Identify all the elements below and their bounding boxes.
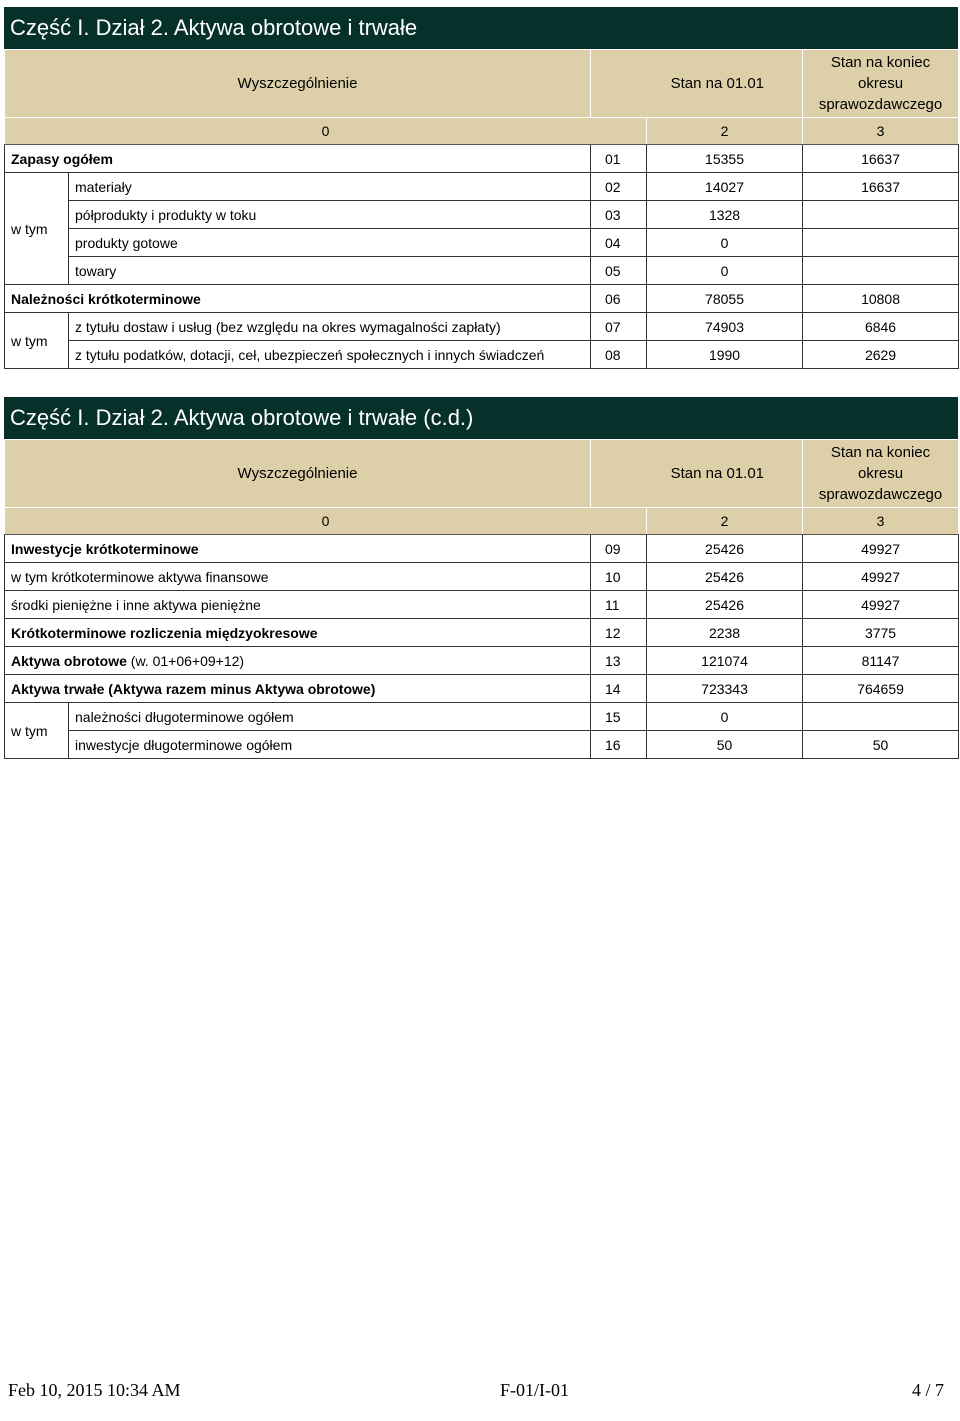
row-code: 01 (591, 145, 647, 173)
table-row (5, 563, 959, 591)
row-code: 10 (591, 563, 647, 591)
row-code: 14 (591, 675, 647, 703)
row-label: z tytułu dostaw i usług (bez względu na okres wymagalności zapłaty) (69, 313, 591, 341)
row-end-value: 3775 (803, 619, 959, 647)
row-label-bold: Aktywa obrotowe (11, 652, 127, 669)
section-title: Część I. Dział 2. Aktywa obrotowe i trwałe (c.d.) (4, 397, 958, 439)
row-end-value: 10808 (803, 285, 959, 313)
row-start-value: 25426 (647, 563, 803, 591)
row-label: towary (69, 257, 591, 285)
row-start-value: 121074 (647, 647, 803, 675)
row-label: z tytułu podatków, dotacji, ceł, ubezpieczeń społecznych i innych świadczeń (69, 341, 591, 369)
row-start-value: 25426 (647, 591, 803, 619)
table-row (5, 731, 959, 759)
row-code: 08 (591, 341, 647, 369)
row-code: 07 (591, 313, 647, 341)
column-number-0: 0 (5, 508, 647, 535)
row-label: należności długoterminowe ogółem (69, 703, 591, 731)
row-code: 02 (591, 173, 647, 201)
row-group-label: w tym (5, 703, 69, 759)
table-row (5, 675, 959, 703)
column-number-3: 3 (803, 508, 959, 535)
table-row (5, 647, 959, 675)
row-end-value (803, 229, 959, 257)
header-end-of-period: Stan na koniec okresu sprawozdawczego (803, 440, 959, 508)
assets-table (4, 49, 959, 369)
row-start-value: 50 (647, 731, 803, 759)
row-code: 09 (591, 535, 647, 563)
row-group-label: w tym (5, 173, 69, 285)
table-row (5, 229, 959, 257)
row-label: Inwestycje krótkoterminowe (5, 535, 591, 563)
row-start-value: 723343 (647, 675, 803, 703)
row-label: Aktywa trwałe (Aktywa razem minus Aktywa obrotowe) (5, 675, 591, 703)
row-code: 15 (591, 703, 647, 731)
column-number-row (5, 118, 959, 145)
assets-table-continued (4, 439, 959, 759)
row-label: Krótkoterminowe rozliczenia międzyokresowe (5, 619, 591, 647)
row-label: w tym krótkoterminowe aktywa finansowe (5, 563, 591, 591)
row-end-value (803, 201, 959, 229)
table-row (5, 201, 959, 229)
column-number-2: 2 (647, 118, 803, 145)
row-label-note: (w. 01+06+09+12) (126, 652, 245, 669)
row-code: 11 (591, 591, 647, 619)
row-code: 12 (591, 619, 647, 647)
table-row (5, 173, 959, 201)
row-end-value: 49927 (803, 591, 959, 619)
row-start-value: 1328 (647, 201, 803, 229)
header-specification: Wyszczególnienie (5, 50, 591, 118)
row-end-value: 81147 (803, 647, 959, 675)
table-row (5, 341, 959, 369)
row-start-value: 2238 (647, 619, 803, 647)
row-start-value: 0 (647, 703, 803, 731)
section-title: Część I. Dział 2. Aktywa obrotowe i trwałe (4, 7, 958, 49)
column-number-3: 3 (803, 118, 959, 145)
row-label: materiały (69, 173, 591, 201)
row-label: półprodukty i produkty w toku (69, 201, 591, 229)
table-row (5, 313, 959, 341)
table-row (5, 145, 959, 173)
footer-date: Feb 10, 2015 10:34 AM (8, 1380, 181, 1400)
row-end-value: 16637 (803, 173, 959, 201)
row-end-value: 49927 (803, 535, 959, 563)
footer-page-number: 4 / 7 (912, 1380, 945, 1400)
column-number-2: 2 (647, 508, 803, 535)
row-code: 04 (591, 229, 647, 257)
table-header-row (5, 440, 959, 508)
header-start-of-year: Stan na 01.01 (591, 50, 803, 118)
row-label: Zapasy ogółem (5, 145, 591, 173)
row-end-value (803, 703, 959, 731)
row-code: 06 (591, 285, 647, 313)
table-row (5, 591, 959, 619)
row-label: Należności krótkoterminowe (5, 285, 591, 313)
row-start-value: 15355 (647, 145, 803, 173)
column-number-0: 0 (5, 118, 647, 145)
row-start-value: 25426 (647, 535, 803, 563)
row-start-value: 0 (647, 229, 803, 257)
header-start-of-year: Stan na 01.01 (591, 440, 803, 508)
row-code: 05 (591, 257, 647, 285)
row-end-value: 6846 (803, 313, 959, 341)
row-label: inwestycje długoterminowe ogółem (69, 731, 591, 759)
row-code: 16 (591, 731, 647, 759)
table-row (5, 285, 959, 313)
row-code: 13 (591, 647, 647, 675)
row-end-value: 49927 (803, 563, 959, 591)
footer-form-code: F-01/I-01 (500, 1380, 569, 1400)
column-number-row (5, 508, 959, 535)
table-row (5, 619, 959, 647)
table-row (5, 257, 959, 285)
row-start-value: 1990 (647, 341, 803, 369)
row-end-value: 50 (803, 731, 959, 759)
table-row (5, 703, 959, 731)
header-end-of-period: Stan na koniec okresu sprawozdawczego (803, 50, 959, 118)
row-end-value: 764659 (803, 675, 959, 703)
row-end-value (803, 257, 959, 285)
row-label: produkty gotowe (69, 229, 591, 257)
row-label: środki pieniężne i inne aktywa pieniężne (5, 591, 591, 619)
row-start-value: 14027 (647, 173, 803, 201)
header-specification: Wyszczególnienie (5, 440, 591, 508)
row-label (5, 647, 591, 675)
table-row (5, 535, 959, 563)
row-start-value: 78055 (647, 285, 803, 313)
row-code: 03 (591, 201, 647, 229)
row-group-label: w tym (5, 313, 69, 369)
row-end-value: 2629 (803, 341, 959, 369)
row-start-value: 0 (647, 257, 803, 285)
row-start-value: 74903 (647, 313, 803, 341)
row-end-value: 16637 (803, 145, 959, 173)
table-header-row (5, 50, 959, 118)
